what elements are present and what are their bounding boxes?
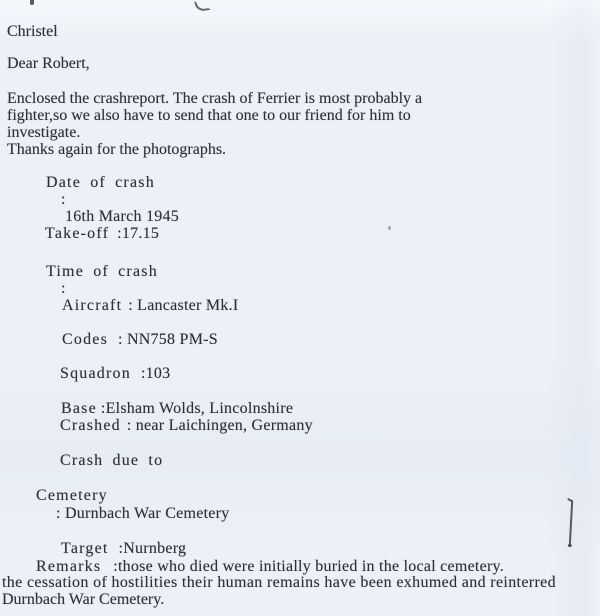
field-squadron-value: :103 — [140, 365, 171, 382]
field-time-of-crash-colon: : — [61, 280, 66, 297]
field-aircraft-value: : Lancaster Mk.I — [128, 297, 239, 314]
body-line-1: Enclosed the crashreport. The crash of Ferrier is most probably a — [7, 90, 423, 107]
field-date-of-crash-label: Date of crash — [46, 174, 155, 191]
greeting: Dear Robert, — [7, 55, 90, 72]
field-aircraft-label: Aircraft — [62, 297, 123, 314]
field-codes-label: Codes — [62, 331, 108, 348]
field-crash-due-to-label: Crash due to — [60, 452, 164, 469]
field-take-off — [45, 225, 159, 242]
field-cemetery-label: Cemetery — [36, 487, 108, 504]
body-line-3: investigate. — [7, 124, 81, 141]
field-take-off-value: :17.15 — [117, 225, 160, 242]
field-base-value: :Elsham Wolds, Lincolnshire — [100, 400, 294, 417]
field-squadron — [60, 365, 170, 382]
field-target-value: :Nurnberg — [118, 540, 187, 557]
field-target-label: Target — [61, 540, 109, 557]
field-date-of-crash-colon: : — [61, 191, 66, 208]
field-remarks-value: :those who died were initially buried in the local cemetery. — [113, 558, 505, 575]
field-cemetery-value: : Durnbach War Cemetery — [56, 505, 230, 522]
field-date-of-crash-value: 16th March 1945 — [65, 208, 179, 225]
cut-off-text-fragment-icon — [194, 0, 210, 12]
field-squadron-label: Squadron — [60, 365, 131, 382]
field-codes — [62, 331, 218, 348]
trailing-line-1: the cessation of hostilities their human remains have been exhumed and reinterred — [2, 574, 556, 591]
scan-speck-icon — [388, 226, 391, 230]
field-crashed-label: Crashed — [60, 417, 121, 434]
body-line-4: Thanks again for the photographs. — [7, 141, 227, 158]
field-time-of-crash-label: Time of crash — [46, 263, 158, 280]
field-base-label: Base — [61, 400, 97, 417]
salutation: Christel — [7, 23, 58, 40]
field-take-off-label: Take-off — [45, 225, 110, 242]
body-line-2: fighter,so we also have to send that one to our friend for him to — [7, 107, 411, 124]
field-base — [61, 400, 293, 417]
field-remarks — [36, 558, 504, 575]
cut-off-text-fragment-icon — [30, 0, 34, 5]
field-crashed-value: : near Laichingen, Germany — [126, 417, 313, 434]
pen-mark-icon — [569, 500, 573, 546]
field-crashed — [60, 417, 313, 434]
trailing-line-2: Durnbach War Cemetery. — [2, 591, 165, 608]
field-remarks-label: Remarks — [36, 558, 102, 575]
field-target — [61, 540, 186, 557]
field-codes-value: : NN758 PM-S — [118, 331, 218, 348]
field-aircraft — [62, 297, 238, 314]
